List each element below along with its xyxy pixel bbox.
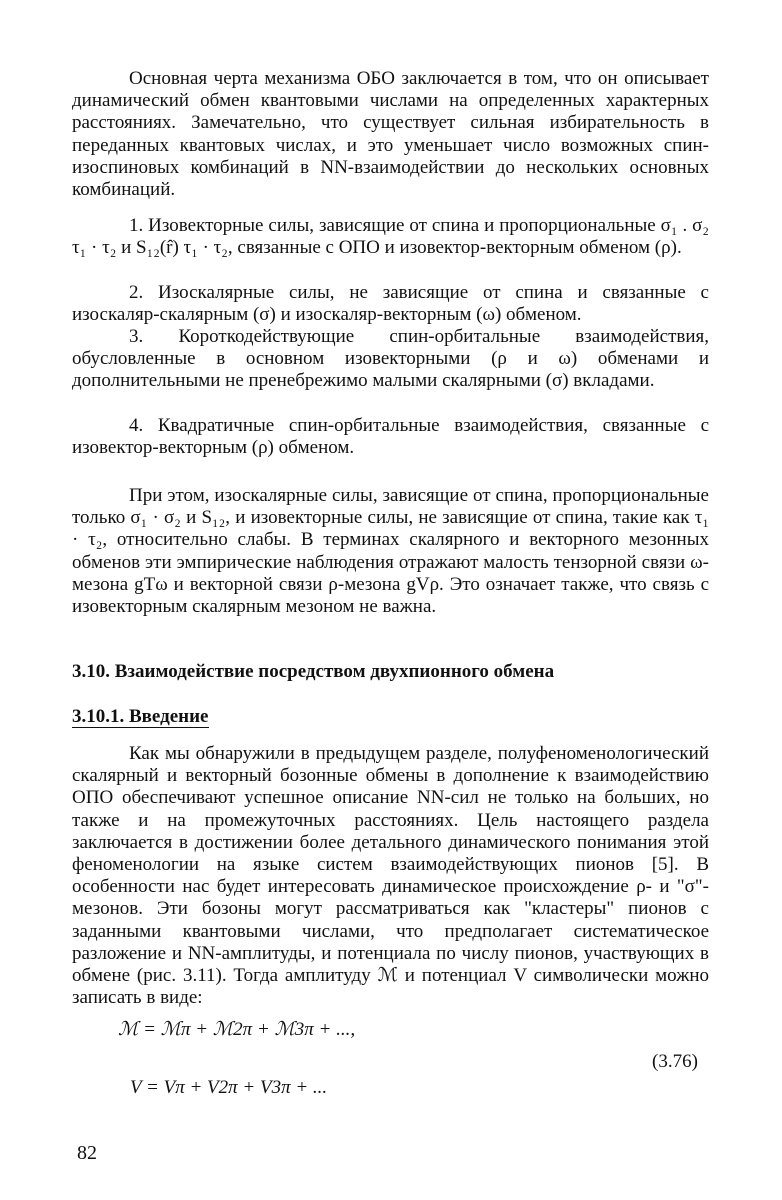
equation-amplitude: ℳ = ℳπ + ℳ2π + ℳ3π + ..., [118, 1019, 356, 1040]
paragraph-obo-mechanism: Основная черта механизма ОБО заключается в том, что он описывает динамический обмен квантовыми числами на определенных характерных расстояниях. Замечательно, что существует сильная избирательность в переданных квантовых числах, и это уменьшает число возможных спин-изоспиновых комбинаций в NN-взаимодействии до нескольких основных комбинаций. [72, 68, 709, 201]
equation-potential: V = Vπ + V2π + V3π + ... [130, 1077, 328, 1098]
list-item-3: 3. Короткодействующие спин-орбитальные взаимодействия, обусловленные в основном изовекторными (ρ и ω) обменами и дополнительными не пренебрежимо малыми скалярными (σ) вкладами. [72, 326, 709, 392]
list-item-2: 2. Изоскалярные силы, не зависящие от спина и связанные с изоскаляр-скалярным (σ) и изоскаляр-векторным (ω) обменом. [72, 282, 709, 326]
page-number: 82 [77, 1142, 97, 1164]
section-heading: 3.10. Взаимодействие посредством двухпионного обмена [72, 661, 555, 682]
list-item-1: 1. Изовекторные силы, зависящие от спина и пропорциональные σ₁ . σ₂ τ₁ · τ₂ и S₁₂(r̂) τ₁ · τ₂, связанные с ОПО и изовектор-векторным обменом (ρ). [72, 215, 709, 259]
list-item-4: 4. Квадратичные спин-орбитальные взаимодействия, связанные с изовектор-векторным (ρ) обменом. [72, 415, 709, 459]
subsection-heading: 3.10.1. Введение [72, 706, 209, 727]
equation-number: (3.76) [652, 1051, 698, 1072]
paragraph-introduction: Как мы обнаружили в предыдущем разделе, полуфеноменологический скалярный и векторный бозонные обмены в дополнение к взаимодействию ОПО обеспечивают успешное описание NN-сил не только на больших, но также и на промежуточных расстояниях. Цель настоящего раздела заключается в достижении более детального динамического понимания этой феноменологии на языке систем взаимодействующих пионов [5]. В особенности нас будет интересовать динамическое происхождение ρ- и "σ"-мезонов. Эти бозоны могут рассматриваться как "кластеры" пионов с заданными квантовыми числами, что предполагает систематическое разложение и NN-амплитуды, и потенциала по числу пионов, участвующих в обмене (рис. 3.11). Тогда амплитуду ℳ и потенциал V символически можно записать в виде: [72, 743, 709, 1009]
paragraph-isoscalar-forces: При этом, изоскалярные силы, зависящие от спина, пропорциональные только σ₁ · σ₂ и S₁₂, и изовекторные силы, не зависящие от спина, такие как τ₁ · τ₂, относительно слабы. В терминах скалярного и векторного мезонных обменов эти эмпирические наблюдения отражают малость тензорной связи ω-мезона gTω и векторной связи ρ-мезона gVρ. Это означает также, что связь с изовекторным скалярным мезоном не важна. [72, 485, 709, 618]
